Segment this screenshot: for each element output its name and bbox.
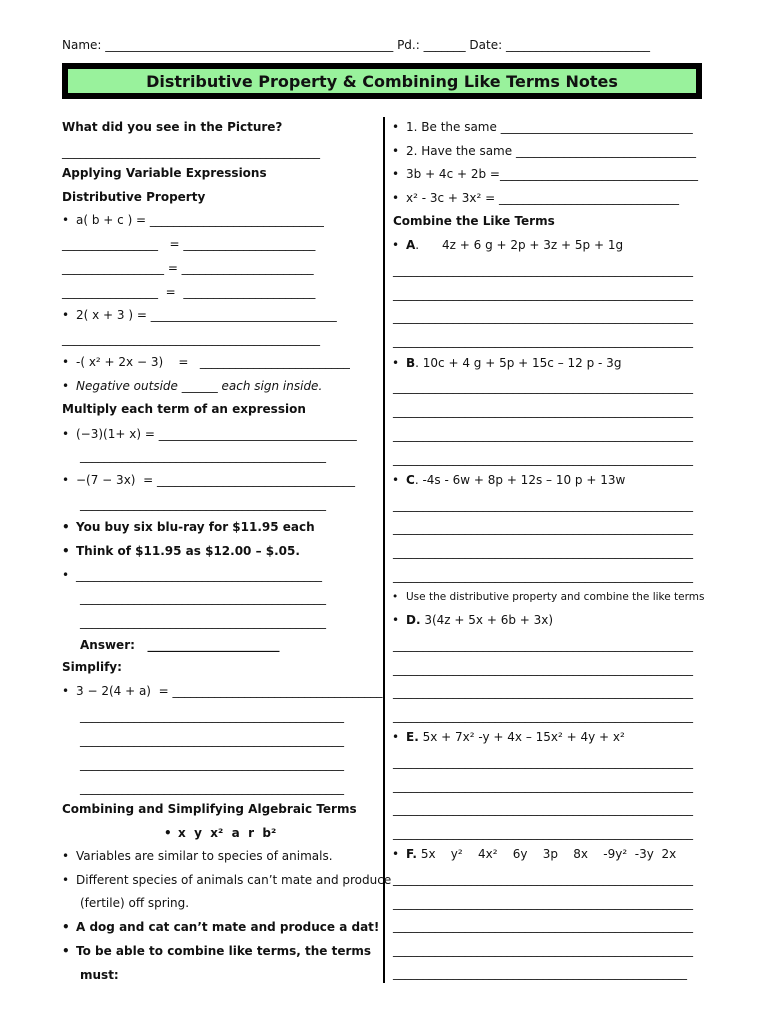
problem-f-expression: 5x y² 4x² 6y 3p 8x -9y² -3y 2x [417, 847, 677, 861]
combining-heading: Combining and Simplifying Algebraic Terms [62, 802, 357, 816]
problem-b [406, 357, 621, 369]
problem-c [406, 474, 625, 486]
eq-line-1: ________________ = ______________________ [62, 237, 316, 251]
blank-line: _________________________________________ [80, 615, 326, 629]
title-box [62, 63, 702, 99]
blank-line: ____________________________________________ [80, 733, 344, 747]
answer-line: __________________________________________________ [393, 498, 693, 512]
eq-line-2: _________________ = ______________________ [62, 261, 314, 275]
blank-line: _________________________________________ [80, 497, 326, 511]
header-name-line: Name: ________________________________________________ Pd.: _______ Date: ________________________ [62, 38, 650, 52]
example-x2-item: • x² - 3c + 3x² = ______________________________ [406, 192, 679, 204]
distributive-heading: Distributive Property [62, 190, 206, 204]
picture-question: What did you see in the Picture? [62, 120, 283, 134]
blank-line: ___________________________________________ [62, 332, 320, 346]
answer-line: __________________________________________________ [393, 404, 693, 418]
different-species-item: • Different species of animals can’t mate and produce [76, 874, 391, 886]
species-item: • Variables are similar to species of animals. [76, 850, 333, 862]
answer-line: _________________________________________________ [393, 966, 687, 980]
must-line: must: [80, 968, 119, 982]
problem-a-expression: . 4z + 6 g + 2p + 3z + 5p + 1g [415, 238, 624, 252]
answer-line: __________________________________________________ [393, 545, 693, 559]
a-bc-item: • a( b + c ) = _____________________________ [76, 214, 324, 226]
answer-line: __________________________________________________ [393, 521, 693, 535]
column-divider [383, 117, 385, 983]
answer-line: __________________________________________________ [393, 685, 693, 699]
answer-line: __________________________________________________ [393, 569, 693, 583]
problem-d [406, 614, 553, 626]
problem-a-label: A [406, 238, 416, 252]
use-distributive-note: • Use the distributive property and combine the like terms [406, 592, 704, 603]
two-x3-item: • 2( x + 3 ) = _______________________________ [76, 309, 337, 321]
answer-line: __________________________________________________ [393, 662, 693, 676]
blank-line: ____________________________________________ [80, 757, 344, 771]
simplify-expression-item: • 3 − 2(4 + a) = ___________________________________ [76, 685, 383, 697]
think-item: • Think of $11.95 as $12.00 – $.05. [76, 545, 300, 557]
problem-d-expression: 3(4z + 5x + 6b + 3x) [420, 613, 554, 627]
variables-list: • x y x² a r b² [178, 827, 276, 839]
answer-line: __________________________________________________ [393, 287, 693, 301]
answer-line: __________________________________________________ [393, 709, 693, 723]
answer-line: __________________________________________________ [393, 310, 693, 324]
blank-line: _________________________________________ [80, 591, 326, 605]
negative-outside-note: • Negative outside ______ each sign inside. [76, 380, 322, 392]
answer-line: __________________________________________________ [393, 943, 693, 957]
problem-f-label: F. [406, 847, 417, 861]
answer-line: __________________________________________________ [393, 802, 693, 816]
answer-line: __________________________________________________ [393, 428, 693, 442]
blank-line: _________________________________________ [80, 449, 326, 463]
problem-a [406, 239, 623, 251]
fertile-line: (fertile) off spring. [80, 896, 190, 910]
problem-d-label: D. [406, 613, 421, 627]
answer-line: __________________________________________________ [393, 826, 693, 840]
answer-line: Answer: ______________________ [80, 638, 280, 652]
answer-line: __________________________________________________ [393, 755, 693, 769]
problem-f [406, 848, 676, 860]
combine-heading: Combine the Like Terms [393, 214, 555, 228]
blank-line: ____________________________________________ [80, 709, 344, 723]
answer-line: __________________________________________________ [393, 380, 693, 394]
bluray-item: • You buy six blu-ray for $11.95 each [76, 521, 315, 533]
answer-line: __________________________________________________ [393, 638, 693, 652]
answer-line: __________________________________________________ [393, 779, 693, 793]
problem-e-label: E. [406, 730, 419, 744]
page-title: Distributive Property & Combining Like Terms Notes [146, 71, 618, 91]
have-the-same-item: • 2. Have the same ______________________________ [406, 145, 696, 157]
m7-3x-item: • −(7 − 3x) = _________________________________ [76, 474, 355, 486]
problem-b-expression: . 10c + 4 g + 5p + 15c – 12 p - 3g [415, 356, 622, 370]
problem-b-label: B [406, 356, 416, 370]
title-banner [67, 68, 697, 94]
problem-c-label: C [406, 473, 415, 487]
blank-line: ____________________________________________ [80, 781, 344, 795]
m3-1x-item: • (−3)(1+ x) = _________________________________ [76, 428, 357, 440]
bullet-blank-item: • _________________________________________ [76, 569, 322, 581]
answer-line: __________________________________________________ [393, 452, 693, 466]
to-combine-item: • To be able to combine like terms, the terms [76, 945, 371, 957]
example-3b-item: • 3b + 4c + 2b =_________________________________ [406, 168, 698, 180]
applying-heading: Applying Variable Expressions [62, 166, 267, 180]
neg-x2-item: • -( x² + 2x − 3) = _________________________ [76, 356, 350, 368]
problem-c-expression: . -4s - 6w + 8p + 12s – 10 p + 13w [414, 473, 626, 487]
dog-cat-item: • A dog and cat can’t mate and produce a dat! [76, 921, 379, 933]
multiply-heading: Multiply each term of an expression [62, 402, 306, 416]
picture-answer-line: ___________________________________________ [62, 145, 320, 159]
answer-line: __________________________________________________ [393, 872, 693, 886]
eq-line-3: ________________ = ______________________ [62, 285, 316, 299]
answer-line: __________________________________________________ [393, 919, 693, 933]
answer-line: __________________________________________________ [393, 896, 693, 910]
problem-e [406, 731, 625, 743]
be-the-same-item: • 1. Be the same ________________________________ [406, 121, 693, 133]
answer-line: __________________________________________________ [393, 263, 693, 277]
problem-e-expression: 5x + 7x² -y + 4x – 15x² + 4y + x² [418, 730, 625, 744]
answer-line: __________________________________________________ [393, 334, 693, 348]
simplify-heading: Simplify: [62, 660, 122, 674]
